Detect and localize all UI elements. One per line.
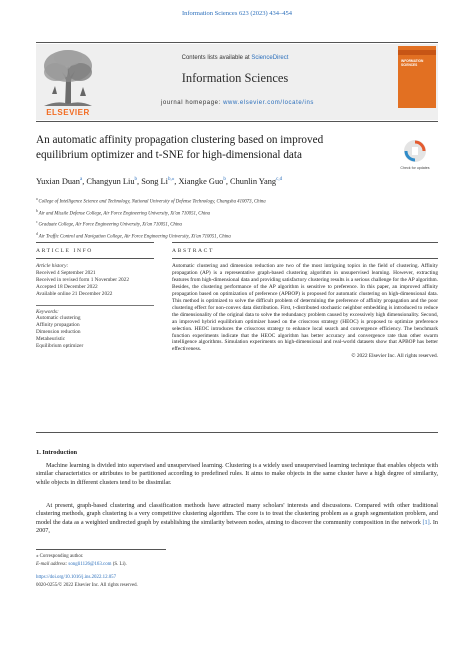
affiliation-text: Graduate College, Air Force Engineering University, Xi'an 710051, China xyxy=(38,222,182,228)
affiliation-text: College of Intelligence Science and Technology, National University of Defense Technology, Changsha 410073, China xyxy=(38,199,266,205)
masthead-bottom-rule xyxy=(36,121,438,122)
author-list xyxy=(36,176,436,186)
elsevier-logo[interactable] xyxy=(38,46,96,110)
article-info-heading: ARTICLE INFO xyxy=(36,248,93,254)
history-item: Available online 21 December 2022 xyxy=(36,290,113,297)
author-name[interactable]: Chunlin Yang xyxy=(230,176,277,186)
abstract-heading: ABSTRACT xyxy=(172,248,215,254)
email-link[interactable]: songli1126@163.com xyxy=(68,561,112,567)
history-label: Article history: xyxy=(36,263,69,269)
footnotes xyxy=(36,553,336,568)
contents-prefix: Contents lists available at xyxy=(181,55,252,61)
doi-block xyxy=(36,574,336,589)
article-info xyxy=(36,263,154,350)
cover-title: INFORMATION SCIENCES xyxy=(401,59,424,67)
author-affiliation-mark[interactable]: b xyxy=(134,177,138,182)
intro-paragraph-2-text: At present, graph-based clustering and classification methods have attracted many scholars' interests and discussions. Compared with other traditional clustering methods, graph clustering is a very competitive clustering algorithm. The core is to treat the clustering problem as a graph segmentation problem, and model the data as a weighted undirected graph by establishing the similarity between nodes, aiming to discover the community composition in the network xyxy=(36,502,438,526)
history-item: Received in revised form 1 November 2022 xyxy=(36,276,129,283)
affiliation-item xyxy=(36,230,436,242)
intro-paragraph-2-end: . In 2007, xyxy=(36,518,438,535)
abstract xyxy=(172,263,438,360)
check-for-updates-label: Check for updates xyxy=(400,166,430,170)
journal-title: Information Sciences xyxy=(181,71,289,85)
homepage-link[interactable]: www.elsevier.com/locate/ins xyxy=(223,100,315,106)
sciencedirect-link[interactable]: ScienceDirect xyxy=(251,55,289,61)
cover-strip xyxy=(398,50,436,55)
affiliation-text: Air Traffic Control and Navigation College, Air Force Engineering University, Xi'an 710051, China xyxy=(38,234,231,240)
author-separator: , xyxy=(174,176,179,186)
abstract-text: Automatic clustering and dimension reduction are two of the most intriguing topics in the field of clustering. Affinity propagation (AP) is a representative graph-based clustering algorithm in unsupervised learning. However, extracting features from high-dimensional data and providing satisfactory clustering results is a serious challenge for the AP algorithm. Besides, the clustering performance of the AP algorithm is sensitive to preference. In this paper, an improved affinity propagation based on optimization of preference (APBOP) is proposed for automatic clustering on high-dimensional data. This method is optimized to solve the difficult problem of determining the preference of affinity propagation and the poor clustering effect for non-convex data distribution. First, t-distributed stochastic neighbor embedding is introduced to reduce the dimensionality of the original data to solve the redundancy problem caused by excessively high dimensionality. Second, an improved hybrid equilibrium optimizer based on the crisscross strategy (HEOC) is proposed to optimize preference selection. HEOC introduces the crisscross strategy to enhance local search and convergence efficiency. The benchmark function experiments indicate that the HEOC algorithm has better accuracy and convergence rate than other swarm intelligence algorithms. Simulation experiments on high-dimensional and real-world datasets show that APBOP has better effectiveness. xyxy=(172,263,438,353)
doi-link[interactable]: https://doi.org/10.1016/j.ins.2022.12.057 xyxy=(36,575,117,580)
article-info-sub-rule xyxy=(36,258,154,259)
affiliation-item xyxy=(36,207,436,219)
affiliation-mark: a xyxy=(36,197,39,201)
affiliation-item xyxy=(36,218,436,230)
affiliation-mark: c xyxy=(36,220,39,225)
issn-copyright: 0020-0255/© 2022 Elsevier Inc. All rights reserved. xyxy=(36,582,138,588)
article-info-rule xyxy=(36,242,154,243)
email-note xyxy=(36,561,336,569)
intro-paragraph-2 xyxy=(36,502,438,536)
journal-reference[interactable]: Information Sciences 623 (2023) 434–454 xyxy=(181,10,293,17)
spacer xyxy=(36,298,154,305)
citation-link[interactable]: [1] xyxy=(422,518,430,526)
affiliation-text: Air and Missile Defense College, Air Force Engineering University, Xi'an 710051, China xyxy=(38,211,210,217)
keyword: Metaheuristic xyxy=(36,336,66,343)
author-separator: , xyxy=(82,176,87,186)
journal-cover-thumbnail[interactable] xyxy=(398,46,436,108)
abstract-copyright: © 2022 Elsevier Inc. All rights reserved. xyxy=(351,353,438,360)
email-label: E-mail address: xyxy=(36,561,69,567)
author-name[interactable]: Xiangke Guo xyxy=(178,176,224,186)
article-title: An automatic affinity propagation clustering based on improved equilibrium optimizer and t-SNE for high-dimensional data xyxy=(36,134,324,161)
author-name[interactable]: Changyun Liu xyxy=(86,176,135,186)
author-separator: , xyxy=(225,176,231,186)
abstract-sub-rule xyxy=(172,258,438,259)
footnote-rule xyxy=(36,549,166,550)
affiliation-mark: d xyxy=(36,231,39,236)
affiliations xyxy=(36,195,436,241)
author-name[interactable]: Song Li xyxy=(141,176,168,186)
abstract-rule xyxy=(172,242,438,243)
keyword: Dimension reduction xyxy=(36,329,81,336)
affiliation-item xyxy=(36,195,436,207)
author-affiliation-mark[interactable]: b xyxy=(223,177,226,182)
keywords-label: Keywords: xyxy=(36,308,59,315)
front-matter-rule xyxy=(36,432,438,433)
keyword: Equilibrium optimizer xyxy=(36,343,84,350)
contents-lists xyxy=(170,55,300,61)
introduction-heading: 1. Introduction xyxy=(36,449,78,456)
author-affiliation-mark[interactable]: b,⁎ xyxy=(168,177,175,182)
history-item: Received 4 September 2021 xyxy=(36,269,96,276)
history-item: Accepted 18 December 2022 xyxy=(36,283,98,290)
affiliation-mark: b xyxy=(36,208,39,213)
email-suffix: (S. Li). xyxy=(111,561,127,567)
check-for-updates-icon[interactable] xyxy=(400,138,430,168)
author-affiliation-mark[interactable]: a xyxy=(79,177,83,182)
corresponding-author-note: ⁎ Corresponding author. xyxy=(36,554,84,559)
journal-homepage xyxy=(145,100,330,106)
keyword: Automatic clustering xyxy=(36,315,81,322)
author-affiliation-mark[interactable]: c,d xyxy=(276,177,283,182)
homepage-prefix: journal homepage: xyxy=(160,100,224,106)
author-separator: , xyxy=(137,176,142,186)
intro-paragraph-1: Machine learning is divided into supervised and unsupervised learning. Clustering is a widely used unsupervised learning technique that enables objects with similar characteristics or attributes to be partitioned according to predefined rules. It aims to make objects in the same cluster have a high degree of similarity, while objects in different clusters tend to be dissimilar. xyxy=(36,462,438,486)
author-name[interactable]: Yuxian Duan xyxy=(36,176,80,186)
publisher-name: ELSEVIER xyxy=(46,108,90,117)
masthead-top-rule xyxy=(36,42,438,43)
keyword: Affinity propagation xyxy=(36,322,80,329)
